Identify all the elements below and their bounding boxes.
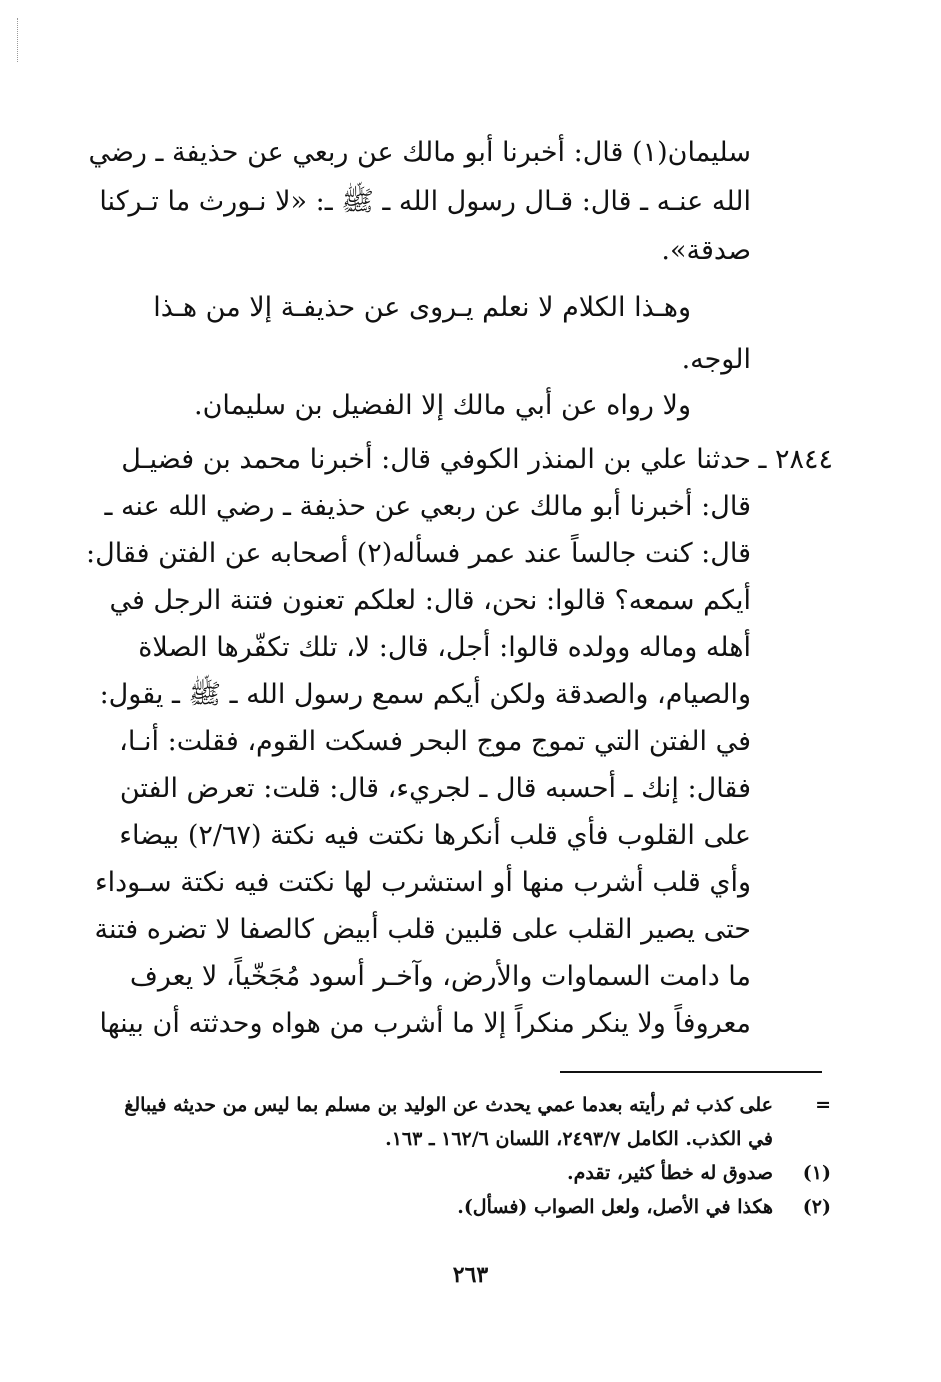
footnote-text: في الكذب. الكامل ٢٤٩٣/٧، اللسان ١٦٢/٦ ـ ١٦٣. <box>385 1128 773 1150</box>
footnote-2 <box>130 1190 831 1224</box>
footnote-1 <box>130 1156 831 1190</box>
text-line: ولا رواه عن أبي مالك إلا الفضيل بن سليمان. <box>194 390 691 421</box>
commentary-paragraph <box>140 282 751 386</box>
footnote-separator <box>560 1071 822 1073</box>
text-line: سليمان(١) قال: أخبرنا أبو مالك عن ربعي عن حذيفة ـ رضي <box>88 137 751 168</box>
text-line: فقال: إنك ـ أحسبه قال ـ لجريء، قال: قلت: تعرض الفتن <box>119 773 751 804</box>
footnote-marker: = <box>815 1094 831 1116</box>
footnote-marker: (١) <box>802 1162 831 1184</box>
scan-artifact <box>17 18 20 62</box>
text-line: وهـذا الكلام لا نعلم يـروى عن حذيفـة إلا من هـذا <box>153 292 691 323</box>
footnote-text: صدوق له خطأ كثير، تقدم. <box>567 1162 773 1184</box>
text-line: أيكم سمعه؟ قالوا: نحن، قال: لعلكم تعنون فتنة الرجل في <box>109 585 751 616</box>
footnote-marker: (٢) <box>802 1196 831 1218</box>
text-line: في الفتن التي تموج موج البحر فسكت القوم، فقلت: أنـا، <box>119 726 751 757</box>
text-line: معروفاً ولا ينكر منكراً إلا ما أشرب من هواه وحدثته أن بينها <box>99 1008 751 1039</box>
text-line: حدثنا علي بن المنذر الكوفي قال: أخبرنا محمد بن فضيـل <box>121 444 751 475</box>
footnote-continuation <box>124 1088 831 1122</box>
page-number: ٢٦٣ <box>452 1262 489 1288</box>
footnotes <box>124 1088 831 1224</box>
text-line: على القلوب فأي قلب أنكرها نكتت فيه نكتة (٢/٦٧) بيضاء <box>119 820 751 851</box>
footnote-text: هكذا في الأصل، ولعل الصواب (فسأل). <box>457 1196 773 1218</box>
hadith-text <box>86 436 751 1047</box>
text-line: والصيام، والصدقة ولكن أيكم سمع رسول الله ـ ﷺ ـ يقول: <box>99 679 751 710</box>
text-line: الوجه. <box>681 344 751 375</box>
text-line: أهله وماله وولده قالوا: أجل، قال: لا، تلك تكفّرها الصلاة <box>138 632 751 663</box>
text-line: قال: أخبرنا أبو مالك عن ربعي عن حذيفة ـ رضي الله عنه ـ <box>104 491 751 522</box>
text-line: قال: كنت جالساً عند عمر فسأله(٢) أصحابه عن الفتن فقال: <box>86 538 751 569</box>
text-line: الله عنـه ـ قال: قـال رسول الله ـ ﷺ ـ: «لا نـورث ما تـركنا <box>99 186 751 217</box>
text-line: وأي قلب أشرب منها أو استشرب لها نكتت فيه نكتة سـوداء <box>94 867 751 898</box>
text-line: صدقة». <box>661 235 751 266</box>
text-line: حتى يصير القلب على قلبين قلب أبيض كالصفا لا تضره فتنة <box>94 914 751 945</box>
commentary-paragraph <box>140 384 691 428</box>
footnote-text: على كذب ثم رأيته بعدما عمي يحدث عن الوليد بن مسلم بما ليس من حديثه فيبالغ <box>124 1094 773 1116</box>
continuation-text <box>88 128 751 275</box>
text-line: ما دامت السماوات والأرض، وآخـر أسود مُجَخّياً، لا يعرف <box>129 961 751 992</box>
hadith-number: ٢٨٤٤ ـ <box>758 444 833 475</box>
